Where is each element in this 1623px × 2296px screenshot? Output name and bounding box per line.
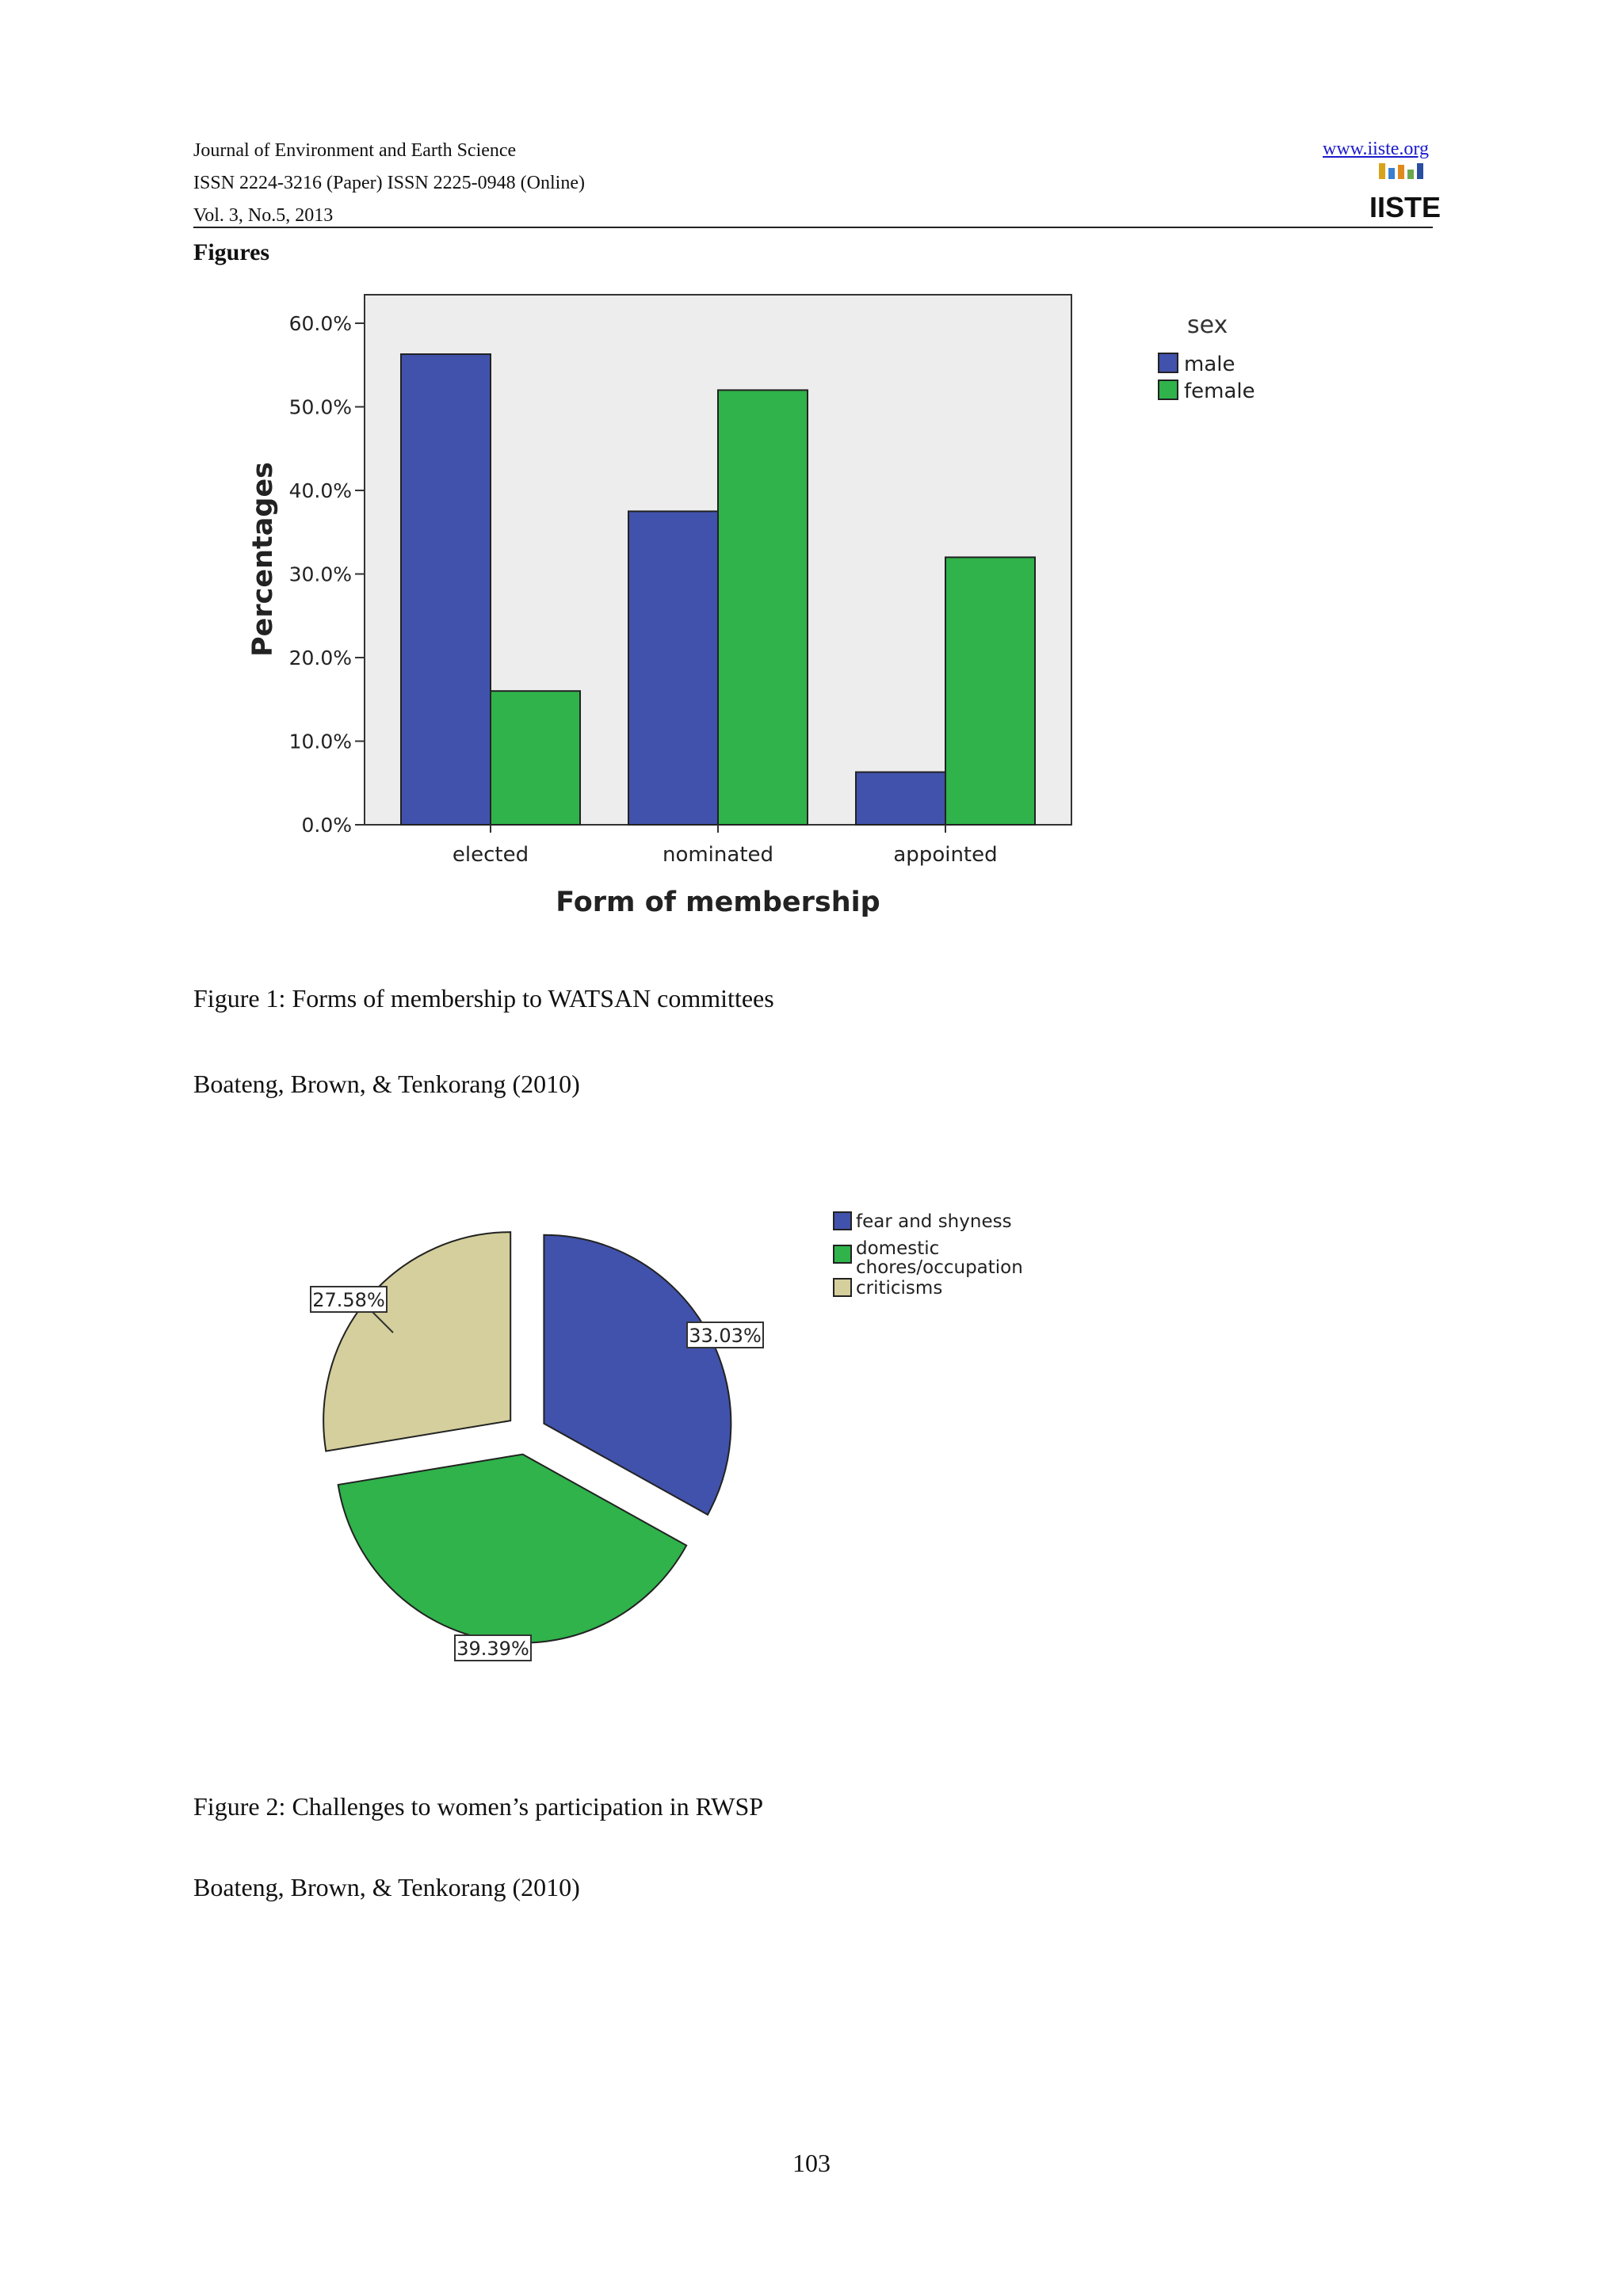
pie-data-label: 39.39% xyxy=(456,1638,529,1660)
section-title: Figures xyxy=(193,239,270,265)
volume-line: Vol. 3, No.5, 2013 xyxy=(193,205,334,226)
svg-text:IISTE: IISTE xyxy=(1369,191,1442,223)
journal-url-link[interactable]: www.iiste.org xyxy=(1323,139,1429,159)
page-number: 103 xyxy=(792,2149,831,2177)
pie-slice-0 xyxy=(544,1235,731,1515)
y-tick-label: 60.0% xyxy=(288,312,352,335)
x-tick-label: appointed xyxy=(893,843,998,867)
legend-label-female: female xyxy=(1184,379,1255,403)
y-tick-label: 50.0% xyxy=(288,395,352,419)
y-tick-label: 0.0% xyxy=(301,814,352,837)
pie-legend-label: chores/occupation xyxy=(856,1257,1023,1278)
x-tick-label: nominated xyxy=(662,843,774,867)
figure2-source: Boateng, Brown, & Tenkorang (2010) xyxy=(193,1873,580,1901)
y-axis-title: Percentages xyxy=(247,461,279,658)
pie-data-label: 33.03% xyxy=(689,1325,762,1347)
y-tick-label: 30.0% xyxy=(288,563,352,586)
pie-slice-1 xyxy=(338,1455,686,1643)
y-tick-label: 10.0% xyxy=(288,730,352,753)
issn-line: ISSN 2224-3216 (Paper) ISSN 2225-0948 (Online) xyxy=(193,173,585,193)
figure1-source: Boateng, Brown, & Tenkorang (2010) xyxy=(193,1070,580,1098)
pie-legend-label: criticisms xyxy=(856,1278,943,1299)
y-tick-label: 40.0% xyxy=(288,479,352,502)
x-axis-title: Form of membership xyxy=(556,887,880,918)
pie-legend-swatch-1 xyxy=(834,1245,851,1263)
figure1-caption: Figure 1: Forms of membership to WATSAN committees xyxy=(193,984,774,1013)
y-tick-label: 20.0% xyxy=(288,646,352,669)
legend-label-male: male xyxy=(1184,353,1235,376)
pie-slice-2 xyxy=(323,1232,510,1451)
x-tick-label: elected xyxy=(452,843,529,867)
pie-legend-swatch-2 xyxy=(834,1279,851,1296)
pie-legend-swatch-0 xyxy=(834,1212,851,1230)
legend-title: sex xyxy=(1187,311,1228,339)
pie-data-label: 27.58% xyxy=(312,1289,385,1311)
pie-legend-label: fear and shyness xyxy=(856,1211,1012,1232)
journal-name: Journal of Environment and Earth Science xyxy=(193,140,517,161)
figure2-caption: Figure 2: Challenges to women’s participation in RWSP xyxy=(193,1792,764,1821)
pie-legend-label: domestic xyxy=(856,1238,940,1259)
